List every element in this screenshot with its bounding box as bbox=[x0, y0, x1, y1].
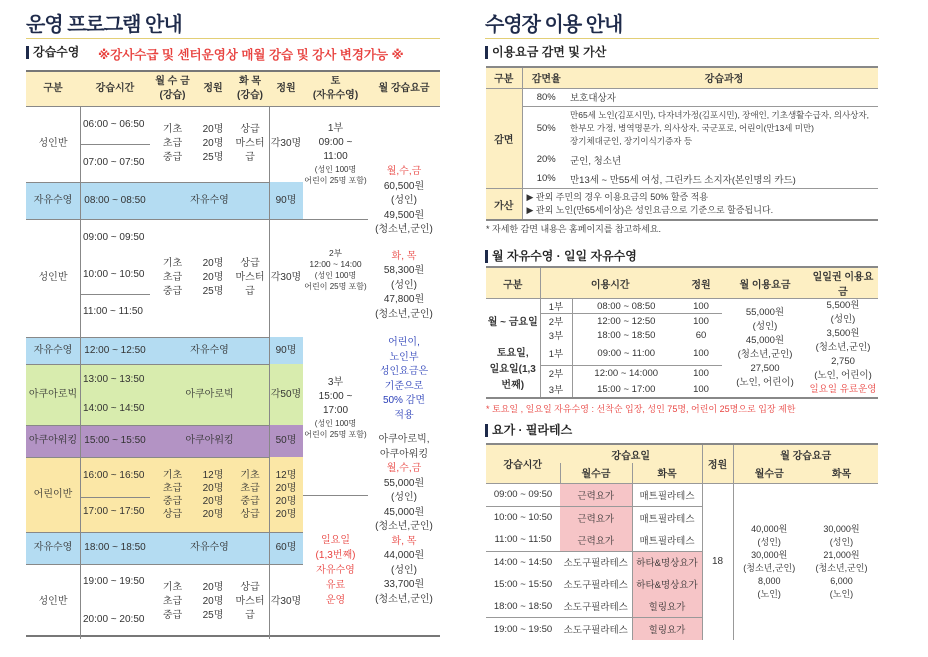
mwf-levels: 기초 초급 중급 상급 bbox=[162, 469, 183, 520]
header-tt: 화목 bbox=[632, 463, 702, 483]
row-time: 06:00 ~ 06:50 bbox=[83, 119, 145, 130]
title-divider bbox=[26, 38, 440, 39]
mwf-class: 소도구필라테스 bbox=[563, 558, 628, 570]
header-fee-tt: 화목 bbox=[805, 463, 878, 483]
fee-days: 월,수,금 bbox=[386, 166, 422, 177]
mwf-levels: 기초 초급 중급 bbox=[162, 124, 183, 163]
mwf-class: 소도구필라테스 bbox=[563, 625, 628, 636]
time: 15:00 ~ 17:00 bbox=[318, 391, 353, 416]
time: 19:00 ~ 19:50 bbox=[493, 623, 553, 635]
fee-values: 60,500원 (성인) 49,500원 (청소년,군인) bbox=[375, 180, 433, 235]
desc: 보호대상자 bbox=[570, 93, 616, 104]
row-time: 16:00 ~ 16:50 bbox=[83, 470, 145, 481]
row-time: 09:00 ~ 09:50 bbox=[83, 232, 145, 243]
row-time: 12:00 ~ 12:50 bbox=[84, 344, 146, 356]
mwf-class: 소도구필라테스 bbox=[563, 580, 628, 592]
header-time: 강습시간 bbox=[486, 444, 560, 483]
row-category: 아쿠아워킹 bbox=[28, 435, 78, 446]
free-swim-note: * 토요일 , 일요일 자유수영 : 선착순 입장, 성인 75명, 어린이 25명으로 입장 제한 bbox=[486, 404, 796, 414]
row-time: 10:00 ~ 10:50 bbox=[83, 269, 145, 280]
row-program: 아쿠아로빅 bbox=[185, 388, 234, 400]
time: 15:00 ~ 15:50 bbox=[493, 578, 553, 590]
mwf-class: 근력요가 bbox=[560, 529, 632, 551]
cap: 100 bbox=[693, 347, 709, 359]
rate: 80% bbox=[536, 91, 556, 103]
row-time: 19:00 ~ 19:50 bbox=[83, 576, 145, 587]
header-fee: 월 강습요금 bbox=[368, 72, 440, 106]
part: 2부 bbox=[540, 314, 572, 329]
divider bbox=[80, 294, 150, 295]
section-title-lessons: 강습수영 bbox=[26, 46, 79, 59]
cap: 100 bbox=[693, 315, 709, 327]
time: 12:00 ~ 14:000 bbox=[594, 367, 659, 379]
mwf-class: 근력요가 bbox=[560, 483, 632, 506]
mwf-capacity: 20명 20명 25명 bbox=[202, 258, 224, 297]
row-category: 자유수영 bbox=[33, 542, 73, 553]
part: 1부 bbox=[540, 299, 572, 314]
part: 3부 bbox=[327, 377, 344, 388]
divider bbox=[303, 495, 368, 496]
desc: 만65세 노인(김포시민), 다자녀가정(김포시민), 장애인, 기초생활수급자, 의사상자, 한부모 가정, 병역명문가, 의사상자, 국군포로, 어린이(만13세 미만) 장기체대군인, 장기이식기증자 등 bbox=[570, 109, 869, 146]
note: (성인 100명 어린이 25명 포함) bbox=[304, 271, 367, 291]
saturday-part-3 bbox=[303, 376, 368, 440]
free-swim-section bbox=[486, 266, 878, 415]
row-category: 어린이반 bbox=[33, 488, 73, 500]
time: 18:00 ~ 18:50 bbox=[597, 329, 656, 341]
divider bbox=[80, 497, 150, 498]
row-time: 18:00 ~ 18:50 bbox=[84, 542, 146, 553]
header-rate: 감면율 bbox=[522, 67, 570, 88]
monthly-fee: 55,000원 (성인) 45,000원 (청소년,군인) 27,500 (노인, 어린이) bbox=[736, 307, 794, 388]
time: 11:00 ~ 11:50 bbox=[494, 534, 552, 546]
free-swim-table bbox=[486, 266, 878, 399]
tt-class: 매트필라테스 bbox=[632, 529, 702, 551]
header-tt: 화 목 (강습) bbox=[231, 72, 269, 106]
part: 3부 bbox=[540, 381, 572, 398]
cap: 100 bbox=[693, 367, 709, 379]
header-capacity: 정원 bbox=[702, 444, 733, 483]
daily-note: 일요일 유료운영 bbox=[809, 384, 877, 395]
weekend-label: 토요일, 일요일(1,3 번째) bbox=[486, 342, 540, 398]
tt-capacity: 각30명 bbox=[270, 272, 302, 283]
part: 2부 bbox=[329, 248, 342, 258]
tt-class: 힐링요가 bbox=[632, 595, 702, 617]
header-saturday: 토 (자유수영) bbox=[303, 72, 368, 106]
row-time: 11:00 ~ 11:50 bbox=[83, 306, 143, 317]
header-fee-mwf: 월수금 bbox=[733, 463, 805, 483]
tt-levels: 기초 초급 중급 상급 bbox=[240, 469, 260, 520]
row-capacity: 60명 bbox=[275, 542, 297, 553]
part: 1부 bbox=[327, 123, 344, 134]
aqua-label: 아쿠아로빅, 아쿠아워킹 bbox=[378, 434, 430, 460]
row-time: 13:00 ~ 13:50 bbox=[83, 374, 145, 385]
add-rule: ▶ 관외 노인(만65세이상)은 성인요금으로 기준으로 할증됩니다. bbox=[526, 205, 774, 215]
fee-days: 월,수,금 bbox=[386, 463, 422, 474]
header-category: 구분 bbox=[486, 67, 522, 88]
left-page-title: 운영 프로그램 안내 bbox=[26, 14, 182, 36]
mwf-levels: 기초 초급 중급 bbox=[162, 581, 183, 621]
tt-class: 하타&명상요가 bbox=[632, 551, 702, 573]
row-capacity: 50명 bbox=[275, 435, 297, 446]
time: 12:00 ~ 14:00 bbox=[309, 259, 362, 269]
time: 09:00 ~ 09:50 bbox=[493, 489, 553, 501]
tt-levels: 상급 마스터급 bbox=[235, 258, 265, 297]
desc: 군인, 청소년 bbox=[570, 155, 622, 167]
header-fee: 월 강습요금 bbox=[733, 444, 878, 463]
cap: 60 bbox=[695, 329, 707, 341]
row-time: 14:00 ~ 14:50 bbox=[83, 403, 145, 414]
row-capacity: 90명 bbox=[275, 344, 297, 356]
fee-values: 44,000원 (성인) 33,700원 (청소년,군인) bbox=[375, 550, 433, 605]
tt-capacity: 12명 20명 20명 20명 bbox=[275, 469, 297, 520]
change-notice: ※강사수급 및 센터운영상 매월 강습 및 강사 변경가능 ※ bbox=[98, 48, 404, 62]
part: 1부 bbox=[540, 342, 572, 365]
time: 14:00 ~ 14:50 bbox=[493, 556, 553, 568]
row-category: 성인반 bbox=[38, 272, 68, 283]
row-time: 08:00 ~ 08:50 bbox=[84, 194, 146, 206]
mwf-capacity: 20명 20명 25명 bbox=[202, 124, 224, 163]
row-capacity: 90명 bbox=[275, 194, 297, 206]
add-rule: ▶ 관외 주민의 경우 이용요금의 50% 할증 적용 bbox=[526, 192, 709, 202]
row-category: 자유수영 bbox=[33, 344, 73, 356]
cap: 100 bbox=[693, 383, 709, 395]
cap: 100 bbox=[693, 300, 709, 312]
header-mwf: 월 수 금 (강습) bbox=[150, 72, 195, 106]
header-course: 강습과정 bbox=[570, 67, 878, 88]
fee-adult-lessons bbox=[368, 165, 440, 607]
sunday-note: 일요일 (1,3번째) 자유수영 유료 운영 bbox=[315, 535, 356, 606]
note: (성인 100명 어린이 25명 포함) bbox=[304, 165, 367, 185]
time: 09:00 ~ 11:00 bbox=[597, 347, 656, 359]
fee-mwf: 40,000원 (성인) 30,000원 (청소년,군인) 8,000 (노인) bbox=[743, 523, 796, 599]
tt-levels: 상급 마스터급 bbox=[235, 124, 265, 163]
header-capacity: 정원 bbox=[680, 267, 722, 299]
header-category: 구분 bbox=[486, 267, 540, 299]
row-category: 성인반 bbox=[38, 138, 68, 149]
header-time: 이용시간 bbox=[540, 267, 680, 299]
tt-class: 매트필라테스 bbox=[632, 483, 702, 506]
rate: 20% bbox=[536, 154, 556, 165]
tt-levels: 상급 마스터급 bbox=[235, 581, 265, 621]
capacity: 18 bbox=[702, 483, 733, 640]
discount-note: * 자세한 감면 내용은 홈페이지를 참고하세요. bbox=[486, 224, 661, 234]
divider bbox=[80, 144, 150, 145]
row-time: 07:00 ~ 07:50 bbox=[83, 157, 145, 168]
row-program: 자유수영 bbox=[190, 194, 229, 206]
header-capacity-2: 정원 bbox=[269, 72, 303, 106]
row-category: 아쿠아로빅 bbox=[28, 388, 78, 400]
yoga-table bbox=[486, 443, 878, 640]
header-mwf: 월수금 bbox=[560, 463, 632, 483]
tt-class: 하타&명상요가 bbox=[632, 573, 702, 595]
discount-note: 어린이, 노인부 성인요금은 기준으로 50% 감면 적용 bbox=[379, 337, 429, 421]
tt-class: 매트필라테스 bbox=[632, 506, 702, 528]
section-title-yoga: 요가 · 필라테스 bbox=[485, 424, 572, 437]
title-divider bbox=[485, 38, 879, 39]
discount-section bbox=[486, 66, 878, 235]
row-program: 아쿠아워킹 bbox=[185, 435, 234, 446]
tt-capacity: 각30명 bbox=[270, 138, 302, 149]
time: 12:00 ~ 12:50 bbox=[597, 315, 656, 327]
note: (성인 100명 어린이 25명 포함) bbox=[304, 419, 367, 439]
rate: 10% bbox=[536, 173, 556, 185]
time: 09:00 ~ 11:00 bbox=[318, 137, 353, 162]
daily-fee: 5,500원 (성인) 3,500원 (청소년,군인) 2,750 (노인, 어린이) bbox=[814, 300, 872, 381]
part: 2부 bbox=[540, 365, 572, 381]
time: 10:00 ~ 10:50 bbox=[493, 512, 553, 524]
fee-tt: 30,000원 (성인) 21,000원 (청소년,군인) 6,000 (노인) bbox=[815, 523, 868, 599]
part: 3부 bbox=[540, 328, 572, 342]
row-category: 성인반 bbox=[38, 595, 68, 607]
row-time: 20:00 ~ 20:50 bbox=[83, 614, 145, 625]
desc: 만13세 ~ 만55세 여성, 그린카드 소지자(본인명의 카드) bbox=[570, 174, 796, 186]
saturday-part-2 bbox=[303, 248, 368, 292]
row-program: 자유수영 bbox=[190, 344, 229, 356]
row-program: 자유수영 bbox=[190, 542, 229, 553]
row-time: 17:00 ~ 17:50 bbox=[83, 506, 145, 517]
row-category: 자유수영 bbox=[33, 194, 73, 206]
time: 15:00 ~ 17:00 bbox=[597, 383, 656, 395]
header-monthly-fee: 월 이용요금 bbox=[722, 267, 808, 299]
mwf-levels: 기초 초급 중급 bbox=[162, 258, 183, 297]
section-title-discount: 이용요금 감면 및 가산 bbox=[485, 46, 606, 59]
mwf-capacity: 12명 20명 20명 20명 bbox=[202, 469, 224, 520]
fee-days: 화, 목 bbox=[391, 250, 417, 262]
fee-values: 58,300원 (성인) 47,800원 (청소년,군인) bbox=[375, 265, 433, 320]
group-add: 가산 bbox=[486, 189, 522, 221]
header-time: 강습시간 bbox=[80, 72, 150, 106]
row-time: 15:00 ~ 15:50 bbox=[84, 435, 146, 446]
header-capacity: 정원 bbox=[195, 72, 231, 106]
tt-capacity: 각30명 bbox=[270, 595, 302, 607]
weekday-label: 월 ~ 금요일 bbox=[486, 299, 540, 343]
header-daily-fee: 일일권 이용요금 bbox=[808, 267, 878, 299]
section-title-free-swim: 월 자유수영 · 일일 자유수영 bbox=[485, 250, 637, 263]
fee-values: 55,000원 (성인) 45,000원 (청소년,군인) bbox=[375, 477, 433, 532]
right-page-title: 수영장 이용 안내 bbox=[485, 14, 623, 36]
time: 08:00 ~ 08:50 bbox=[597, 300, 656, 312]
fee-days: 화, 목 bbox=[391, 535, 417, 547]
discount-table bbox=[486, 66, 878, 221]
saturday-part-1 bbox=[303, 122, 368, 186]
group-reduce: 감면 bbox=[486, 88, 522, 189]
mwf-capacity: 20명 20명 25명 bbox=[202, 581, 224, 621]
row-capacity: 각50명 bbox=[270, 388, 302, 400]
tt-class: 힐링요가 bbox=[632, 618, 702, 640]
mwf-class: 근력요가 bbox=[560, 506, 632, 528]
lesson-schedule-table bbox=[26, 70, 440, 637]
header-category: 구분 bbox=[26, 72, 80, 106]
time: 18:00 ~ 18:50 bbox=[493, 600, 553, 612]
rate: 50% bbox=[536, 122, 556, 134]
header-days: 강습요일 bbox=[560, 444, 702, 463]
mwf-class: 소도구필라테스 bbox=[563, 602, 628, 614]
